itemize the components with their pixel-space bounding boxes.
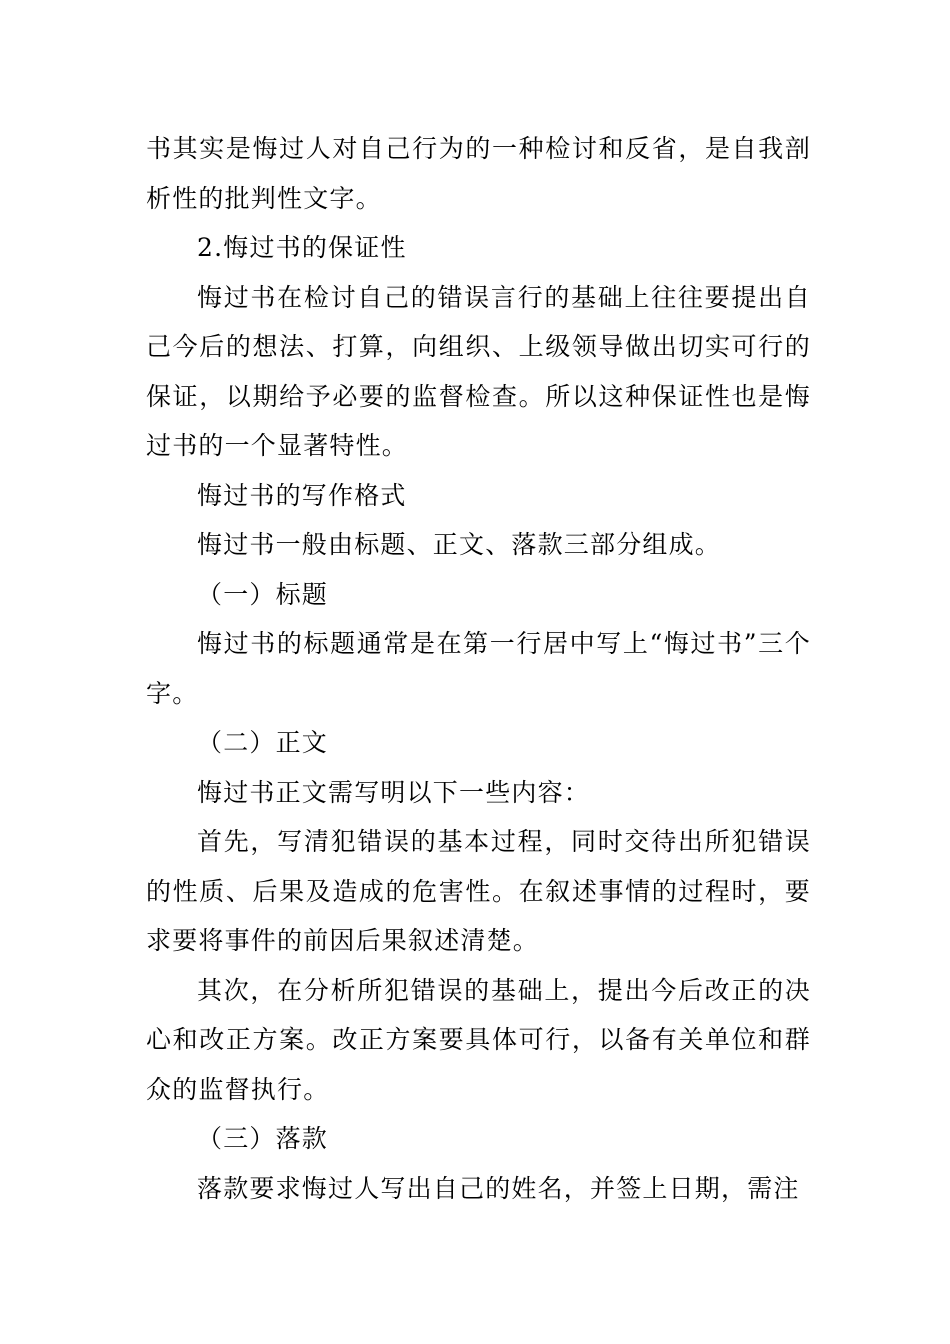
paragraph-body-intro: 悔过书正文需写明以下一些内容： — [197, 777, 591, 807]
heading-title-section: （一）标题 — [197, 579, 329, 609]
paragraph-body-second: 其次，在分析所犯错误的基础上，提出今后改正的决心和改正方案。改正方案要具体可行，以备有关单位和群众的监督执行。 — [146, 975, 811, 1104]
heading-writing-format: 悔过书的写作格式 — [197, 480, 407, 510]
paragraph-three-parts: 悔过书一般由标题、正文、落款三部分组成。 — [197, 530, 722, 559]
paragraph-title-section: 悔过书的标题通常是在第一行居中写上“悔过书”三个字。 — [146, 629, 811, 708]
paragraph-continued-text: 书其实是悔过人对自己行为的一种检讨和反省，是自我剖析性的批判性文字。 — [146, 134, 811, 213]
heading-guarantee-nature: 2.悔过书的保证性 — [197, 233, 407, 262]
paragraph-guarantee-nature: 悔过书在检讨自己的错误言行的基础上往往要提出自己今后的想法、打算，向组织、上级领导做出切实可行的保证，以期给予必要的监督检查。所以这种保证性也是悔过书的一个显著特性。 — [146, 282, 811, 460]
heading-body-section: （二）正文 — [197, 728, 329, 757]
document-body — [146, 124, 811, 1213]
heading-signature-section: （三）落款 — [197, 1124, 329, 1153]
paragraph-body-first: 首先，写清犯错误的基本过程，同时交待出所犯错误的性质、后果及造成的危害性。在叙述事情的过程时，要求要将事件的前因后果叙述清楚。 — [146, 827, 811, 955]
paragraph-signature-section: 落款要求悔过人写出自己的姓名，并签上日期，需注 — [197, 1173, 800, 1203]
